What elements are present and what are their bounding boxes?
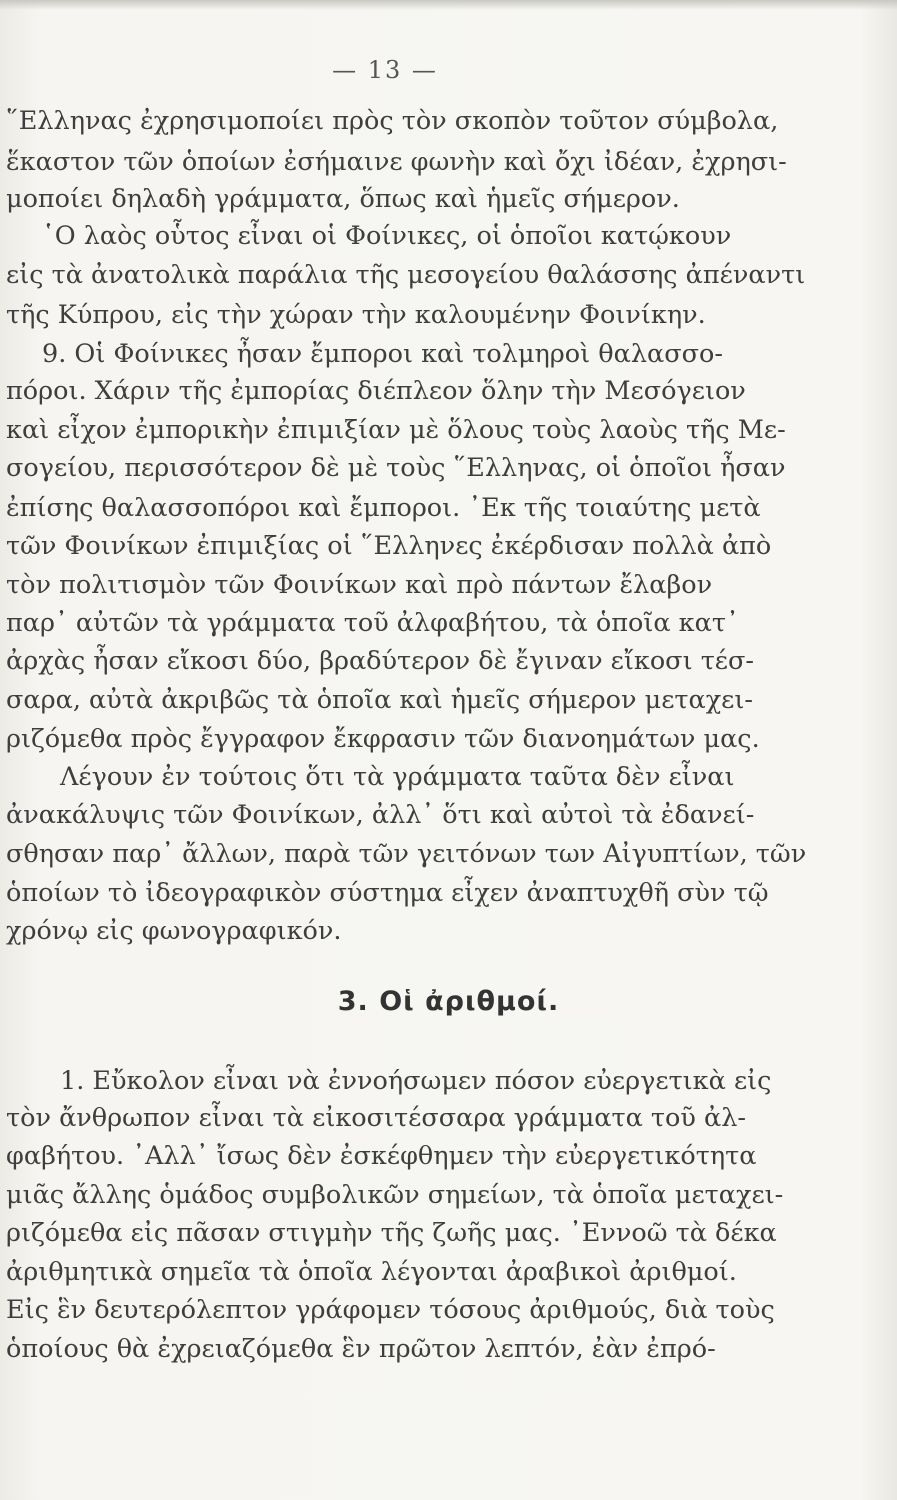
- page-edge-shadow: [0, 0, 897, 10]
- text-line: ἀρχὰς ἦσαν εἴκοσι δύο, βραδύτερον δὲ ἔγιναν εἴκοσι τέσ-: [6, 646, 755, 676]
- text-line: εἰς τὰ ἀνατολικὰ παράλια τῆς μεσογείου θαλάσσης ἀπέναντι: [6, 260, 806, 290]
- text-line: ἀνακάλυψις τῶν Φοινίκων, ἀλλ᾿ ὅτι καὶ αὐτοὶ τὰ ἐδανεί-: [6, 800, 755, 830]
- text-line: ριζόμεθα πρὸς ἔγγραφον ἔκφρασιν τῶν διανοημάτων μας.: [6, 724, 760, 754]
- text-line: τῶν Φοινίκων ἐπιμιξίας οἱ ῞Ελληνες ἐκέρδισαν πολλὰ ἀπὸ: [6, 531, 772, 561]
- text-line: τὸν πολιτισμὸν τῶν Φοινίκων καὶ πρὸ πάντων ἔλαβον: [6, 570, 713, 600]
- text-line: μιᾶς ἄλλης ὁμάδος συμβολικῶν σημείων, τὰ ὁποῖα μεταχει-: [6, 1180, 784, 1210]
- text-line: μοποίει δηλαδὴ γράμματα, ὅπως καὶ ἡμεῖς σήμερον.: [6, 184, 680, 214]
- text-line: Εἰς ἓν δευτερόλεπτον γράφομεν τόσους ἀριθμούς, διὰ τοὺς: [6, 1295, 775, 1325]
- text-line: ὁποίους θὰ ἐχρειαζόμεθα ἓν πρῶτον λεπτόν, ἐὰν ἐπρό-: [6, 1334, 716, 1364]
- text-line: ἐπίσης θαλασσοπόροι καὶ ἔμποροι. ᾿Εκ τῆς τοιαύτης μετὰ: [6, 493, 761, 523]
- text-line: σαρα, αὐτὰ ἀκριβῶς τὰ ὁποῖα καὶ ἡμεῖς σήμερον μεταχει-: [6, 685, 754, 715]
- text-line: 1. Εὔκολον εἶναι νὰ ἐννοήσωμεν πόσον εὐεργετικὰ εἰς: [60, 1066, 772, 1096]
- text-line: παρ᾿ αὐτῶν τὰ γράμματα τοῦ ἀλφαβήτου, τὰ ὁποῖα κατ᾿: [6, 608, 739, 638]
- text-line: ριζόμεθα εἰς πᾶσαν στιγμὴν τῆς ζωῆς μας. ᾿Εννοῶ τὰ δέκα: [6, 1218, 777, 1248]
- text-line: ὁποίων τὸ ἰδεογραφικὸν σύστημα εἶχεν ἀναπτυχθῆ σὺν τῷ: [6, 878, 769, 908]
- text-line: σθησαν παρ᾿ ἄλλων, παρὰ τῶν γειτόνων των Αἰγυπτίων, τῶν: [6, 839, 807, 869]
- text-line: ἕκαστον τῶν ὁποίων ἐσήμαινε φωνὴν καὶ ὄχι ἰδέαν, ἐχρησι-: [6, 147, 787, 177]
- text-line: ἀριθμητικὰ σημεῖα τὰ ὁποῖα λέγονται ἀραβικοὶ ἀριθμοί.: [6, 1257, 737, 1287]
- text-line: φαβήτου. ᾿Αλλ᾿ ἴσως δὲν ἐσκέφθημεν τὴν εὐεργετικότητα: [6, 1141, 757, 1171]
- page-number: — 13 —: [332, 56, 438, 84]
- text-line: πόροι. Χάριν τῆς ἐμπορίας διέπλεον ὅλην τὴν Μεσόγειον: [6, 376, 746, 406]
- text-line: ῾Ο λαὸς οὗτος εἶναι οἱ Φοίνικες, οἱ ὁποῖοι κατῴκουν: [42, 221, 732, 251]
- text-line: σογείου, περισσότερον δὲ μὲ τοὺς ῞Ελληνας, οἱ ὁποῖοι ἦσαν: [6, 453, 786, 483]
- text-line: τῆς Κύπρου, εἰς τὴν χώραν τὴν καλουμένην Φοινίκην.: [6, 300, 706, 330]
- text-line: τὸν ἄνθρωπον εἶναι τὰ εἰκοσιτέσσαρα γράμματα τοῦ ἀλ-: [6, 1103, 746, 1133]
- text-line: 9. Οἱ Φοίνικες ἦσαν ἔμποροι καὶ τολμηροὶ θαλασσο-: [42, 339, 723, 369]
- text-line: καὶ εἶχον ἐμπορικὴν ἐπιμιξίαν μὲ ὅλους τοὺς λαοὺς τῆς Με-: [6, 415, 786, 445]
- text-line: Λέγουν ἐν τούτοις ὅτι τὰ γράμματα ταῦτα δὲν εἶναι: [60, 762, 735, 792]
- text-line: χρόνῳ εἰς φωνογραφικόν.: [6, 916, 342, 946]
- section-heading: 3. Οἱ ἀριθμοί.: [337, 986, 560, 1017]
- text-line: ῞Ελληνας ἐχρησιμοποίει πρὸς τὸν σκοπὸν τοῦτον σύμβολα,: [6, 106, 779, 136]
